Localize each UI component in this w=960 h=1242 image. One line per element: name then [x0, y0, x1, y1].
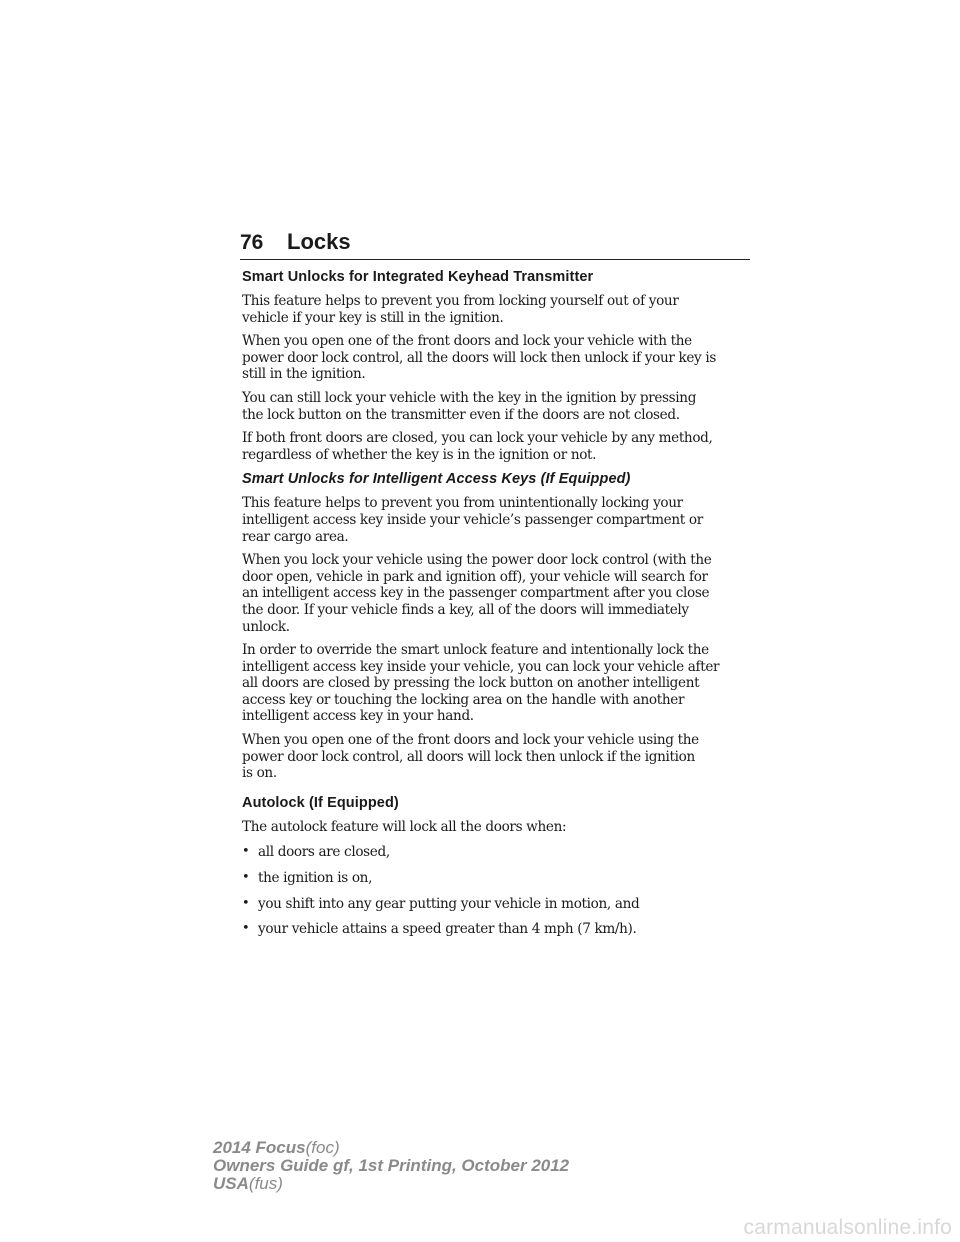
footer-line-1	[213, 1139, 569, 1157]
list-item	[242, 870, 757, 887]
heading-smart-unlocks-keyhead: Smart Unlocks for Integrated Keyhead Transmitter	[242, 269, 594, 285]
footer-model: 2014 Focus	[213, 1138, 306, 1157]
print-info-footer	[213, 1139, 569, 1193]
paragraph: The autolock feature will lock all the doors when:	[242, 818, 567, 835]
page-content	[242, 268, 757, 947]
list-item	[242, 844, 757, 861]
list-item	[242, 921, 757, 938]
footer-market: USA	[213, 1174, 249, 1193]
footer-model-code: (foc)	[305, 1138, 340, 1157]
footer-line-2	[213, 1157, 569, 1175]
list-item-text: your vehicle attains a speed greater than 4 mph (7 km/h).	[258, 921, 637, 938]
heading-smart-unlocks-intelligent-access: Smart Unlocks for Intelligent Access Keys (If Equipped)	[242, 471, 631, 488]
bullet-icon: •	[242, 844, 250, 860]
section-title: Locks	[287, 229, 351, 254]
paragraph: When you open one of the front doors and lock your vehicle with the power door lock control, all the doors will lock then unlock if your key is still in the ignition.	[242, 333, 716, 383]
paragraph: In order to override the smart unlock feature and intentionally lock the intelligent access key inside your vehicle, you can lock your vehicle after all doors are closed by pressing the lock button on another intelligent access key or touching the locking area on the handle with another intelligent access key in your hand.	[242, 642, 720, 725]
footer-printing: Owners Guide gf, 1st Printing, October 2012	[213, 1156, 570, 1175]
list-item-text: you shift into any gear putting your vehicle in motion, and	[258, 895, 640, 912]
list-item-text: the ignition is on,	[258, 870, 373, 887]
bullet-icon: •	[242, 895, 250, 911]
paragraph: This feature helps to prevent you from locking yourself out of your vehicle if your key is still in the ignition.	[242, 293, 679, 326]
paragraph: If both front doors are closed, you can lock your vehicle by any method, regardless of whether the key is in the ignition or not.	[242, 430, 713, 463]
page-header	[240, 229, 750, 260]
paragraph: When you open one of the front doors and lock your vehicle using the power door lock control, all doors will lock then unlock if the ignition is on.	[242, 732, 699, 782]
autolock-conditions-list	[242, 844, 757, 937]
list-item-text: all doors are closed,	[258, 844, 390, 861]
paragraph: You can still lock your vehicle with the key in the ignition by pressing the lock button on the transmitter even if the doors are not closed.	[242, 389, 697, 423]
footer-line-3	[213, 1175, 569, 1193]
heading-autolock: Autolock (If Equipped)	[242, 794, 399, 811]
page-number: 76	[240, 231, 264, 254]
footer-market-code: (fus)	[248, 1174, 283, 1193]
bullet-icon: •	[242, 921, 250, 937]
list-item	[242, 896, 757, 913]
bullet-icon: •	[242, 870, 250, 886]
watermark: carmanualsonline.info	[743, 1216, 952, 1239]
paragraph: When you lock your vehicle using the power door lock control (with the door open, vehicle in park and ignition off), your vehicle will search for an intelligent access key in the passenger compartment after you close the door. If your vehicle finds a key, all of the doors will immediately unlock.	[242, 552, 712, 635]
paragraph: This feature helps to prevent you from unintentionally locking your intelligent access key inside your vehicle’s passenger compartment or rear cargo area.	[242, 495, 703, 545]
